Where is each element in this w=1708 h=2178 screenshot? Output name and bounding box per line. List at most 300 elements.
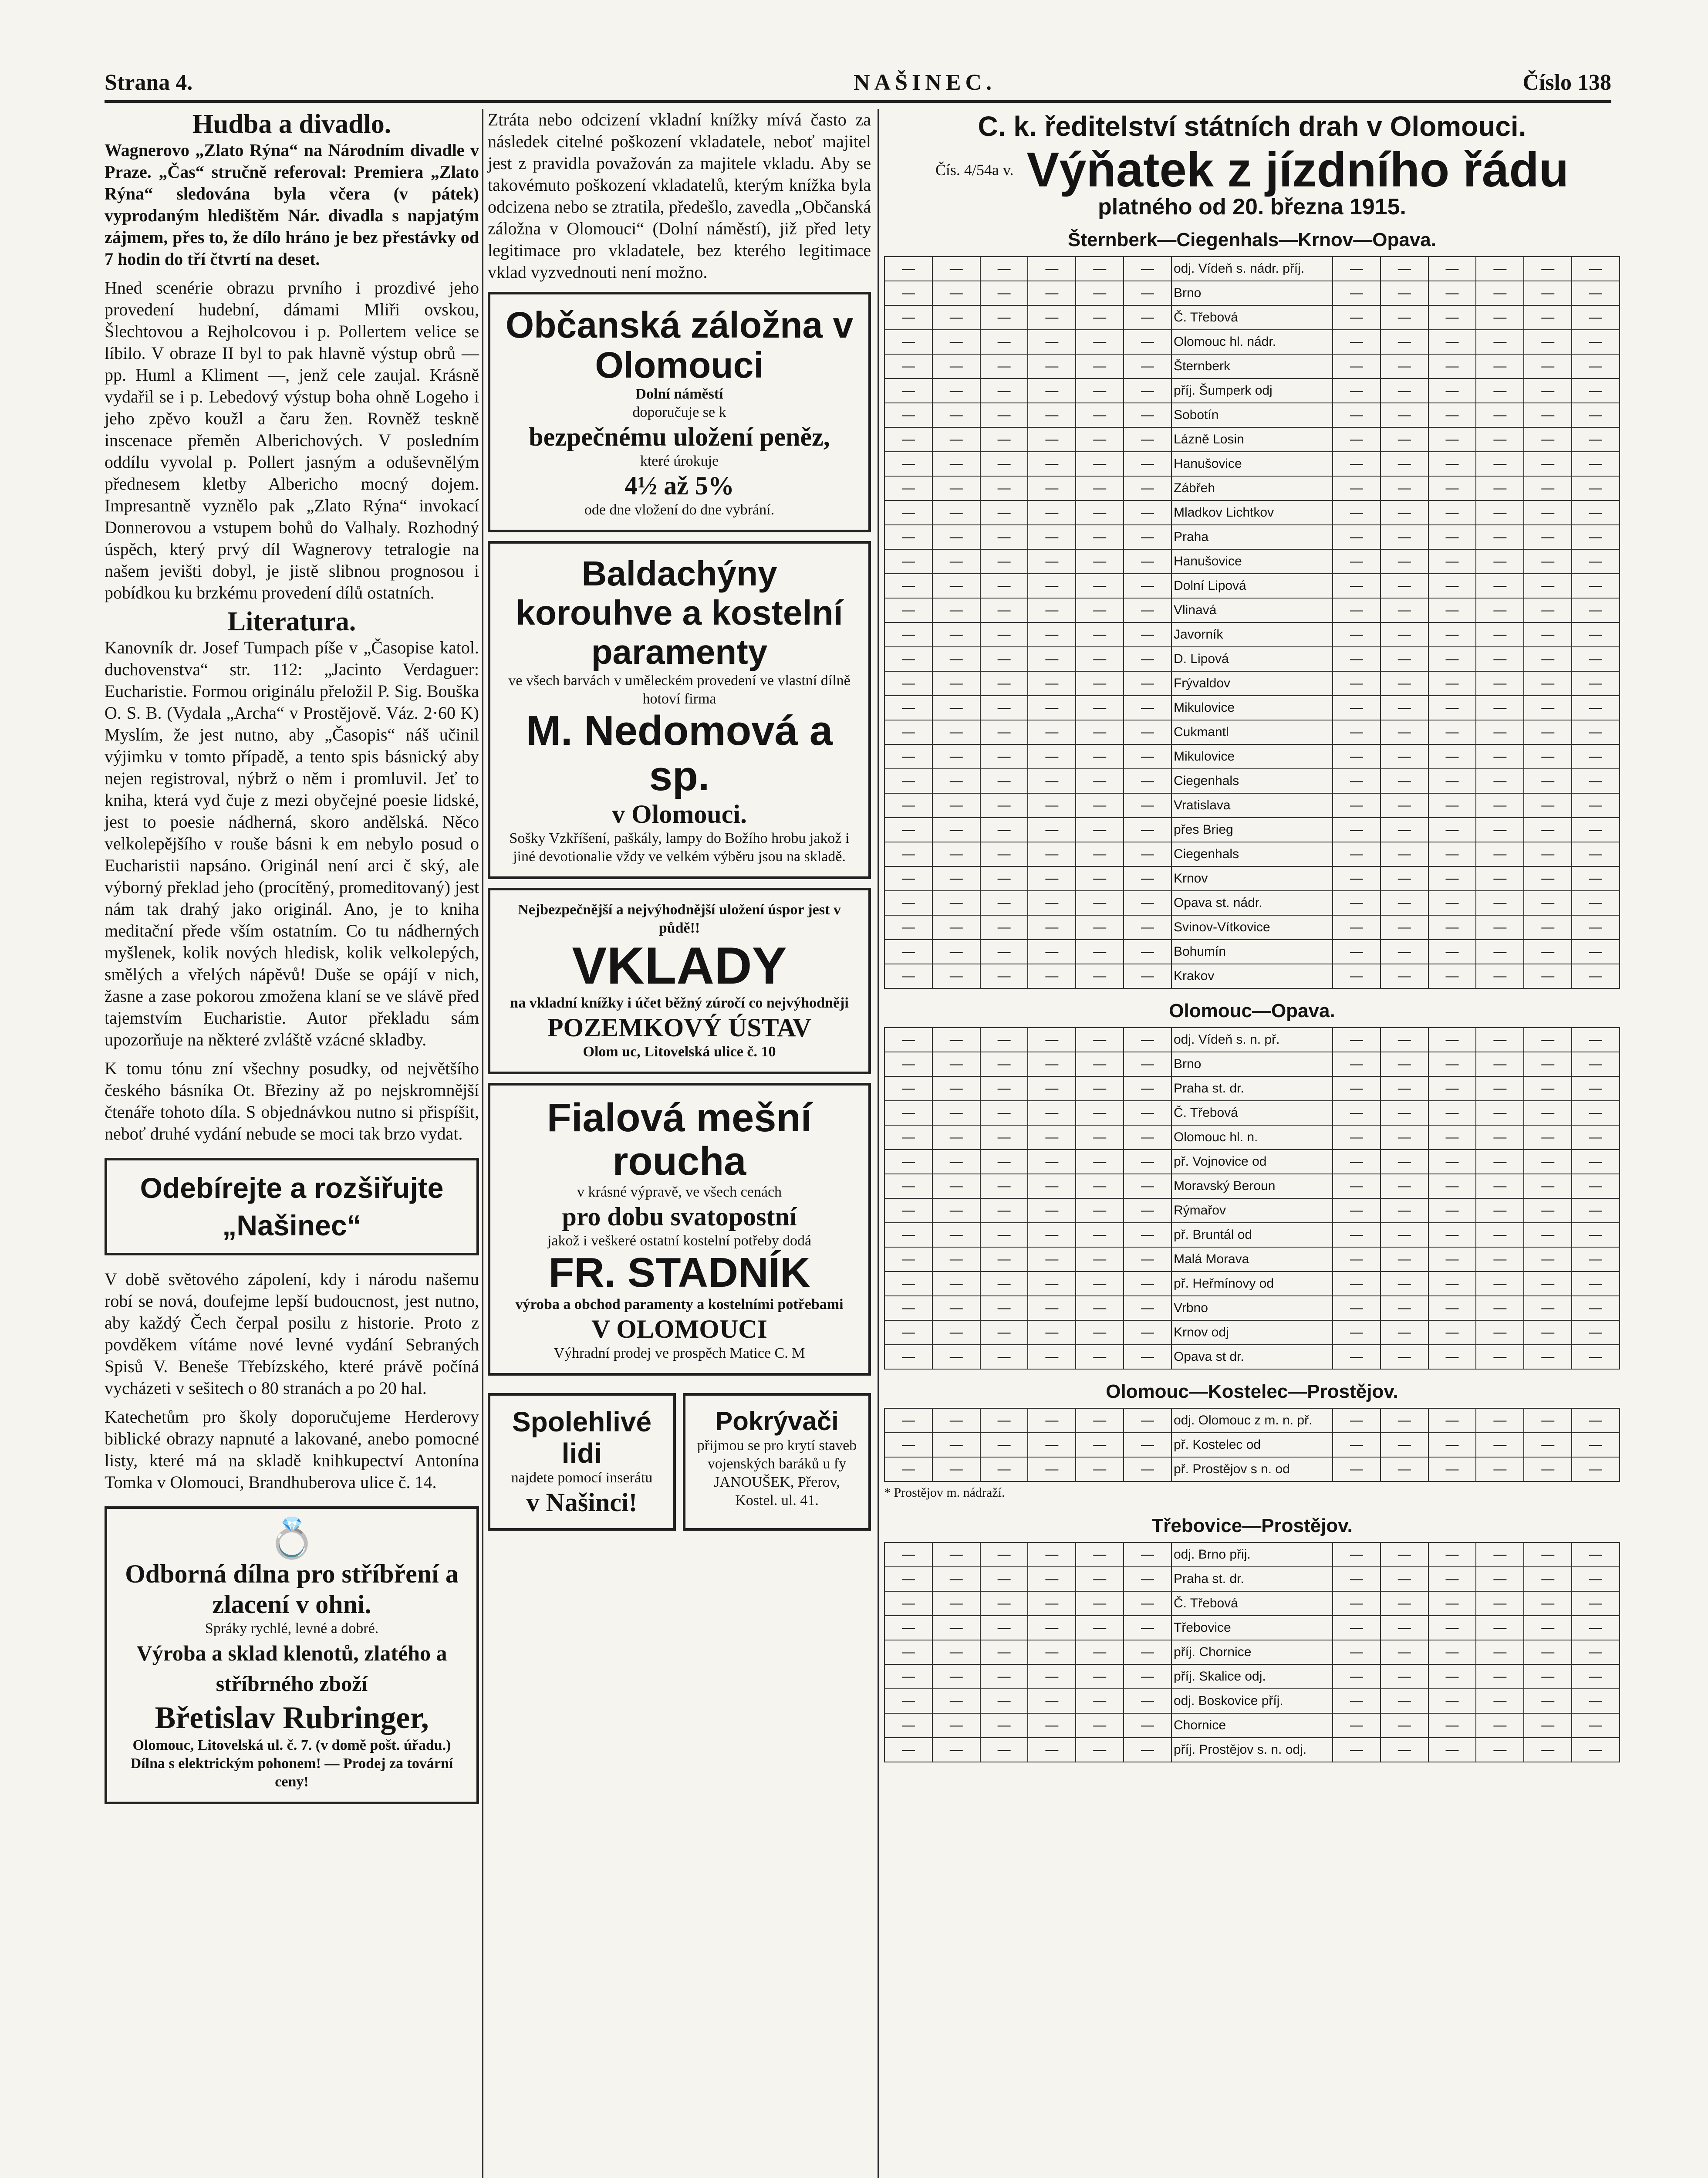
timetable-row	[884, 1198, 1620, 1223]
time-cell: —	[1076, 1616, 1124, 1640]
timetable-row	[884, 866, 1620, 891]
time-cell: —	[1476, 1738, 1524, 1762]
time-cell: —	[932, 866, 980, 891]
time-cell: —	[1572, 574, 1620, 598]
timetable-row	[884, 818, 1620, 842]
time-cell: —	[1428, 1101, 1476, 1125]
route-1-title: Šternberk—Ciegenhals—Krnov—Opava.	[1067, 229, 1436, 250]
time-cell: —	[1572, 501, 1620, 525]
time-cell: —	[1381, 427, 1428, 452]
station-name: Lázně Losin	[1171, 427, 1333, 452]
timetable-heading: Výňatek z jízdního řádu	[1026, 142, 1569, 197]
time-cell: —	[1124, 1247, 1171, 1272]
time-cell: —	[1428, 452, 1476, 476]
time-cell: —	[1028, 647, 1076, 671]
time-cell: —	[1428, 915, 1476, 940]
time-cell: —	[1524, 379, 1572, 403]
time-cell: —	[1428, 1567, 1476, 1591]
time-cell: —	[1124, 1223, 1171, 1247]
time-cell: —	[1124, 866, 1171, 891]
page-header	[105, 65, 1611, 103]
church-foot: Sošky Vzkříšení, paškály, lampy do Božího hrobu jakož i jiné devotionalie vždy ve velkém výběru jsou na skladě.	[509, 830, 850, 865]
time-cell: —	[932, 525, 980, 549]
time-cell: —	[1028, 720, 1076, 744]
time-cell: —	[884, 1457, 932, 1481]
time-cell: —	[980, 915, 1028, 940]
station-name: Rýmařov	[1171, 1198, 1333, 1223]
vestments-title2: pro dobu svatopostní	[562, 1202, 797, 1231]
time-cell: —	[1524, 940, 1572, 964]
time-cell: —	[1476, 1028, 1524, 1052]
time-cell: —	[1476, 1296, 1524, 1320]
station-name: Mikulovice	[1171, 744, 1333, 769]
time-cell: —	[1333, 1125, 1381, 1150]
time-cell: —	[980, 379, 1028, 403]
timetable-row	[884, 793, 1620, 818]
time-cell: —	[1124, 891, 1171, 915]
station-name: odj. Vídeň s. n. př.	[1171, 1028, 1333, 1052]
time-cell: —	[1428, 769, 1476, 793]
timetable-row	[884, 549, 1620, 574]
time-cell: —	[1124, 1272, 1171, 1296]
rubringer-line3: Výroba a sklad klenotů, zlatého a stříbrného zboží	[136, 1641, 447, 1696]
time-cell: —	[1124, 647, 1171, 671]
time-cell: —	[884, 696, 932, 720]
time-cell: —	[1028, 1320, 1076, 1345]
time-cell: —	[1428, 1408, 1476, 1433]
time-cell: —	[1428, 1076, 1476, 1101]
time-cell: —	[1076, 1223, 1124, 1247]
time-cell: —	[884, 257, 932, 281]
station-name: Svinov-Vítkovice	[1171, 915, 1333, 940]
station-name: Třebovice	[1171, 1616, 1333, 1640]
station-name: Mikulovice	[1171, 696, 1333, 720]
time-cell: —	[980, 305, 1028, 330]
time-cell: —	[1124, 1689, 1171, 1713]
time-cell: —	[1381, 1664, 1428, 1689]
time-cell: —	[980, 452, 1028, 476]
station-name: příj. Chornice	[1171, 1640, 1333, 1664]
time-cell: —	[1524, 891, 1572, 915]
time-cell: —	[1124, 1150, 1171, 1174]
time-cell: —	[1124, 1101, 1171, 1125]
time-cell: —	[1124, 622, 1171, 647]
time-cell: —	[1333, 1567, 1381, 1591]
time-cell: —	[1572, 1567, 1620, 1591]
time-cell: —	[1428, 671, 1476, 696]
time-cell: —	[1524, 330, 1572, 354]
time-cell: —	[1076, 818, 1124, 842]
time-cell: —	[1428, 1320, 1476, 1345]
time-cell: —	[884, 1345, 932, 1369]
time-cell: —	[1572, 1223, 1620, 1247]
time-cell: —	[1524, 305, 1572, 330]
time-cell: —	[1333, 671, 1381, 696]
timetable-row	[884, 1296, 1620, 1320]
time-cell: —	[980, 1345, 1028, 1369]
time-cell: —	[932, 1198, 980, 1223]
time-cell: —	[1124, 1028, 1171, 1052]
time-cell: —	[1381, 1457, 1428, 1481]
time-cell: —	[1028, 1738, 1076, 1762]
time-cell: —	[1028, 671, 1076, 696]
time-cell: —	[884, 1198, 932, 1223]
time-cell: —	[1428, 1052, 1476, 1076]
time-cell: —	[1124, 1457, 1171, 1481]
time-cell: —	[1124, 744, 1171, 769]
time-cell: —	[884, 1433, 932, 1457]
time-cell: —	[1476, 1640, 1524, 1664]
time-cell: —	[1428, 549, 1476, 574]
time-cell: —	[1572, 1457, 1620, 1481]
time-cell: —	[1572, 622, 1620, 647]
deposit-ad	[488, 888, 871, 1074]
time-cell: —	[1028, 354, 1076, 379]
time-cell: —	[1381, 842, 1428, 866]
time-cell: —	[1124, 549, 1171, 574]
column-1	[105, 109, 479, 1813]
time-cell: —	[884, 1296, 932, 1320]
time-cell: —	[1476, 1150, 1524, 1174]
time-cell: —	[980, 842, 1028, 866]
time-cell: —	[1076, 1713, 1124, 1738]
time-cell: —	[1028, 915, 1076, 940]
time-cell: —	[980, 354, 1028, 379]
time-cell: —	[932, 1616, 980, 1640]
timetable-row	[884, 574, 1620, 598]
time-cell: —	[1124, 1125, 1171, 1150]
station-name: Chornice	[1171, 1713, 1333, 1738]
time-cell: —	[1524, 525, 1572, 549]
time-cell: —	[1333, 769, 1381, 793]
time-cell: —	[1333, 1028, 1381, 1052]
time-cell: —	[1476, 964, 1524, 988]
time-cell: —	[1076, 525, 1124, 549]
time-cell: —	[980, 525, 1028, 549]
time-cell: —	[1381, 1640, 1428, 1664]
time-cell: —	[1333, 525, 1381, 549]
time-cell: —	[932, 1223, 980, 1247]
time-cell: —	[1381, 452, 1428, 476]
time-cell: —	[1076, 257, 1124, 281]
time-cell: —	[1428, 1028, 1476, 1052]
station-name: Moravský Beroun	[1171, 1174, 1333, 1198]
timetable-3	[884, 1408, 1620, 1482]
time-cell: —	[1076, 1150, 1124, 1174]
time-cell: —	[884, 1174, 932, 1198]
time-cell: —	[1572, 866, 1620, 891]
timetable-row	[884, 1689, 1620, 1713]
time-cell: —	[1524, 1320, 1572, 1345]
time-cell: —	[1572, 452, 1620, 476]
time-cell: —	[1028, 1028, 1076, 1052]
time-cell: —	[884, 793, 932, 818]
time-cell: —	[1476, 720, 1524, 744]
time-cell: —	[884, 1640, 932, 1664]
timetable-row	[884, 1052, 1620, 1076]
time-cell: —	[1428, 1174, 1476, 1198]
timetable-row	[884, 281, 1620, 305]
time-cell: —	[1428, 379, 1476, 403]
time-cell: —	[1524, 403, 1572, 427]
time-cell: —	[1476, 525, 1524, 549]
time-cell: —	[1381, 1408, 1428, 1433]
time-cell: —	[1076, 1174, 1124, 1198]
time-cell: —	[1572, 1591, 1620, 1616]
time-cell: —	[980, 1542, 1028, 1567]
station-name: Praha	[1171, 525, 1333, 549]
time-cell: —	[1381, 1076, 1428, 1101]
time-cell: —	[1076, 696, 1124, 720]
time-cell: —	[1524, 866, 1572, 891]
time-cell: —	[1572, 427, 1620, 452]
time-cell: —	[1381, 1223, 1428, 1247]
time-cell: —	[1381, 1028, 1428, 1052]
time-cell: —	[1076, 1689, 1124, 1713]
time-cell: —	[1476, 940, 1524, 964]
time-cell: —	[1028, 1150, 1076, 1174]
rubringer-name: Břetislav Rubringer,	[155, 1700, 429, 1735]
time-cell: —	[1572, 1713, 1620, 1738]
time-cell: —	[1476, 1052, 1524, 1076]
time-cell: —	[1333, 1640, 1381, 1664]
timetable-row	[884, 427, 1620, 452]
time-cell: —	[1572, 1640, 1620, 1664]
time-cell: —	[932, 1247, 980, 1272]
time-cell: —	[932, 1150, 980, 1174]
time-cell: —	[1572, 257, 1620, 281]
time-cell: —	[1381, 720, 1428, 744]
time-cell: —	[1428, 1713, 1476, 1738]
station-name: Brno	[1171, 281, 1333, 305]
timetable-row	[884, 598, 1620, 622]
time-cell: —	[980, 720, 1028, 744]
bank-name: Občanská záložna v Olomouci	[505, 304, 854, 386]
time-cell: —	[1028, 1052, 1076, 1076]
time-cell: —	[1572, 891, 1620, 915]
station-name: Bohumín	[1171, 940, 1333, 964]
time-cell: —	[1476, 842, 1524, 866]
timetable-row	[884, 1664, 1620, 1689]
time-cell: —	[1476, 1101, 1524, 1125]
timetable-row	[884, 940, 1620, 964]
time-cell: —	[1333, 1345, 1381, 1369]
deposit-name: POZEMKOVÝ ÚSTAV	[547, 1013, 812, 1042]
time-cell: —	[980, 1689, 1028, 1713]
vestments-title: Fialová mešní roucha	[547, 1096, 812, 1184]
time-cell: —	[1333, 1101, 1381, 1125]
time-cell: —	[1381, 1320, 1428, 1345]
station-name: Praha st. dr.	[1171, 1076, 1333, 1101]
time-cell: —	[1428, 525, 1476, 549]
literature-end: K tomu tónu zní všechny posudky, od největšího českého básníka Ot. Březiny až po nejskromnější čtenáře tohoto díla. S objednávkou nutno si přispíšit, neboť druhé vydání nebude se moci tak brzo vydat.	[105, 1059, 479, 1143]
time-cell: —	[1028, 525, 1076, 549]
reliable-ad	[488, 1393, 676, 1531]
vestments-sub3: výroba a obchod paramenty a kostelními potřebami	[515, 1296, 844, 1312]
timetable-row	[884, 891, 1620, 915]
column-rule	[482, 109, 483, 2178]
time-cell: —	[1524, 598, 1572, 622]
music-lead: Wagnerovo „Zlato Rýna“ na Národním divadle v Praze. „Čas“ stručně referoval: Premiera „Zlato Rýna“ sledována byla včera (v pátek) vyprodaným hledištěm Nár. divadla s napjatým zájmem, přes to, že dílo hráno je bez přestávky od 7 hodin do tří čtvrtí na deset.	[105, 140, 479, 269]
time-cell: —	[884, 476, 932, 501]
time-cell: —	[980, 549, 1028, 574]
station-name: Zábřeh	[1171, 476, 1333, 501]
time-cell: —	[1381, 354, 1428, 379]
time-cell: —	[884, 1223, 932, 1247]
time-cell: —	[1381, 1150, 1428, 1174]
time-cell: —	[1476, 549, 1524, 574]
time-cell: —	[1028, 1640, 1076, 1664]
time-cell: —	[884, 1567, 932, 1591]
timetable-row	[884, 964, 1620, 988]
time-cell: —	[1524, 818, 1572, 842]
time-cell: —	[884, 379, 932, 403]
page-number: Strana 4.	[105, 70, 193, 95]
time-cell: —	[980, 1101, 1028, 1125]
time-cell: —	[1076, 744, 1124, 769]
timetable-row	[884, 257, 1620, 281]
station-name: Hanušovice	[1171, 549, 1333, 574]
time-cell: —	[884, 330, 932, 354]
time-cell: —	[1428, 257, 1476, 281]
station-name: Krakov	[1171, 964, 1333, 988]
time-cell: —	[1076, 1125, 1124, 1150]
time-cell: —	[1428, 281, 1476, 305]
column-rule	[878, 109, 879, 2178]
time-cell: —	[1572, 1150, 1620, 1174]
time-cell: —	[1524, 574, 1572, 598]
time-cell: —	[980, 696, 1028, 720]
literature-body: Kanovník dr. Josef Tumpach píše v „Časopise katol. duchovenstva“ str. 112: „Jacinto Verdaguer: Eucharistie. Formou originálu přeložil P. Sig. Bouška O. S. B. (Vydala „Archa“ v Prostějově. Váz. 2·60 K) Myslím, že jest nutno, aby „Časopis“ náš učinil výjimku v tomto případě, a tento spis básnický aby nejen registroval, nýbrž o něm i promluvil. Jeť to kniha, která vyd čuje z mezi obyčejné poesie lidské, jest to poesie nádherná, skoro andělská. Něco velkolepějšího v rouše básni k em nebylo posud o Eucharistii napsáno. Originál není arci č ský, ale výborný překlad jeho (procítěný, promeditovaný) jest nám tak drahý jako originál. Ano, je to kniha meditační přede vším ostatním. Co tu nádherných myšlenek, kolik nových hledisk, kolik velkolepých, smělých a vřelých nápěvů! Duše se opájí v nich, žasne a zase pokorou zmožena klaní se ve slávě před tajemstvím Eucharistie. Autor překladu sám upozorňuje na některé zvláště vzácné skladby.	[105, 638, 479, 1049]
timetable-row	[884, 696, 1620, 720]
time-cell: —	[932, 1345, 980, 1369]
time-cell: —	[1428, 1457, 1476, 1481]
time-cell: —	[1572, 1247, 1620, 1272]
time-cell: —	[1428, 1738, 1476, 1762]
route-4-title: Třebovice—Prostějov.	[1151, 1515, 1353, 1536]
time-cell: —	[1524, 1052, 1572, 1076]
time-cell: —	[1028, 1076, 1076, 1101]
bank-rate: 4½ až 5%	[624, 471, 734, 500]
station-name: Vratislava	[1171, 793, 1333, 818]
time-cell: —	[884, 427, 932, 452]
time-cell: —	[884, 671, 932, 696]
station-name: Cukmantl	[1171, 720, 1333, 744]
time-cell: —	[1572, 1542, 1620, 1567]
literature-heading: Literatura.	[227, 607, 356, 636]
time-cell: —	[932, 1296, 980, 1320]
time-cell: —	[1572, 964, 1620, 988]
time-cell: —	[980, 891, 1028, 915]
time-cell: —	[932, 1738, 980, 1762]
column-2	[488, 109, 871, 1539]
time-cell: —	[1076, 793, 1124, 818]
time-cell: —	[1124, 1174, 1171, 1198]
station-name: Hanušovice	[1171, 452, 1333, 476]
timetable-row	[884, 671, 1620, 696]
time-cell: —	[1124, 305, 1171, 330]
station-name: př. Heřmínovy od	[1171, 1272, 1333, 1296]
time-cell: —	[1381, 549, 1428, 574]
time-cell: —	[980, 1028, 1028, 1052]
time-cell: —	[1428, 501, 1476, 525]
time-cell: —	[1333, 403, 1381, 427]
time-cell: —	[1428, 1616, 1476, 1640]
time-cell: —	[1572, 354, 1620, 379]
deposit-sub: na vkladní knížky i účet běžný zúročí co nejvýhodněji	[510, 995, 849, 1011]
time-cell: —	[1333, 1408, 1381, 1433]
time-cell: —	[1124, 769, 1171, 793]
time-cell: —	[884, 915, 932, 940]
time-cell: —	[1572, 671, 1620, 696]
time-cell: —	[1028, 622, 1076, 647]
time-cell: —	[1476, 1616, 1524, 1640]
vestments-sub: v krásné výpravě, ve všech cenách	[577, 1184, 782, 1200]
time-cell: —	[1572, 1125, 1620, 1150]
time-cell: —	[1028, 1345, 1076, 1369]
time-cell: —	[884, 622, 932, 647]
time-cell: —	[1428, 940, 1476, 964]
time-cell: —	[1428, 476, 1476, 501]
time-cell: —	[1524, 354, 1572, 379]
time-cell: —	[1476, 427, 1524, 452]
vestments-city: V OLOMOUCI	[591, 1315, 767, 1343]
time-cell: —	[1333, 1433, 1381, 1457]
church-city: v Olomouci.	[612, 800, 747, 829]
time-cell: —	[1572, 1076, 1620, 1101]
time-cell: —	[1428, 1591, 1476, 1616]
time-cell: —	[1124, 1198, 1171, 1223]
time-cell: —	[1124, 696, 1171, 720]
time-cell: —	[1524, 1223, 1572, 1247]
rubringer-line2: Spráky rychlé, levné a dobré.	[205, 1620, 379, 1637]
time-cell: —	[932, 476, 980, 501]
time-cell: —	[980, 1052, 1028, 1076]
route-3-title: Olomouc—Kostelec—Prostějov.	[1106, 1381, 1398, 1402]
time-cell: —	[884, 1076, 932, 1101]
time-cell: —	[1476, 305, 1524, 330]
time-cell: —	[1028, 427, 1076, 452]
time-cell: —	[1333, 476, 1381, 501]
timetable-4	[884, 1542, 1620, 1762]
timetable-row	[884, 1101, 1620, 1125]
time-cell: —	[1428, 964, 1476, 988]
time-cell: —	[1572, 1408, 1620, 1433]
time-cell: —	[932, 1433, 980, 1457]
time-cell: —	[1333, 501, 1381, 525]
time-cell: —	[1333, 1150, 1381, 1174]
time-cell: —	[884, 1689, 932, 1713]
time-cell: —	[980, 1296, 1028, 1320]
station-name: příj. Šumperk odj	[1171, 379, 1333, 403]
station-name: Praha st. dr.	[1171, 1567, 1333, 1591]
time-cell: —	[1076, 476, 1124, 501]
station-name: Krnov odj	[1171, 1320, 1333, 1345]
church-name: M. Nedomová a sp.	[526, 707, 833, 799]
time-cell: —	[980, 793, 1028, 818]
time-cell: —	[1381, 379, 1428, 403]
time-cell: —	[1428, 403, 1476, 427]
time-cell: —	[932, 1174, 980, 1198]
time-cell: —	[1381, 1174, 1428, 1198]
time-cell: —	[884, 1591, 932, 1616]
station-name: Vlinavá	[1171, 598, 1333, 622]
time-cell: —	[1076, 501, 1124, 525]
station-name: odj. Vídeň s. nádr. příj.	[1171, 257, 1333, 281]
time-cell: —	[1028, 574, 1076, 598]
time-cell: —	[1028, 964, 1076, 988]
time-cell: —	[1333, 793, 1381, 818]
